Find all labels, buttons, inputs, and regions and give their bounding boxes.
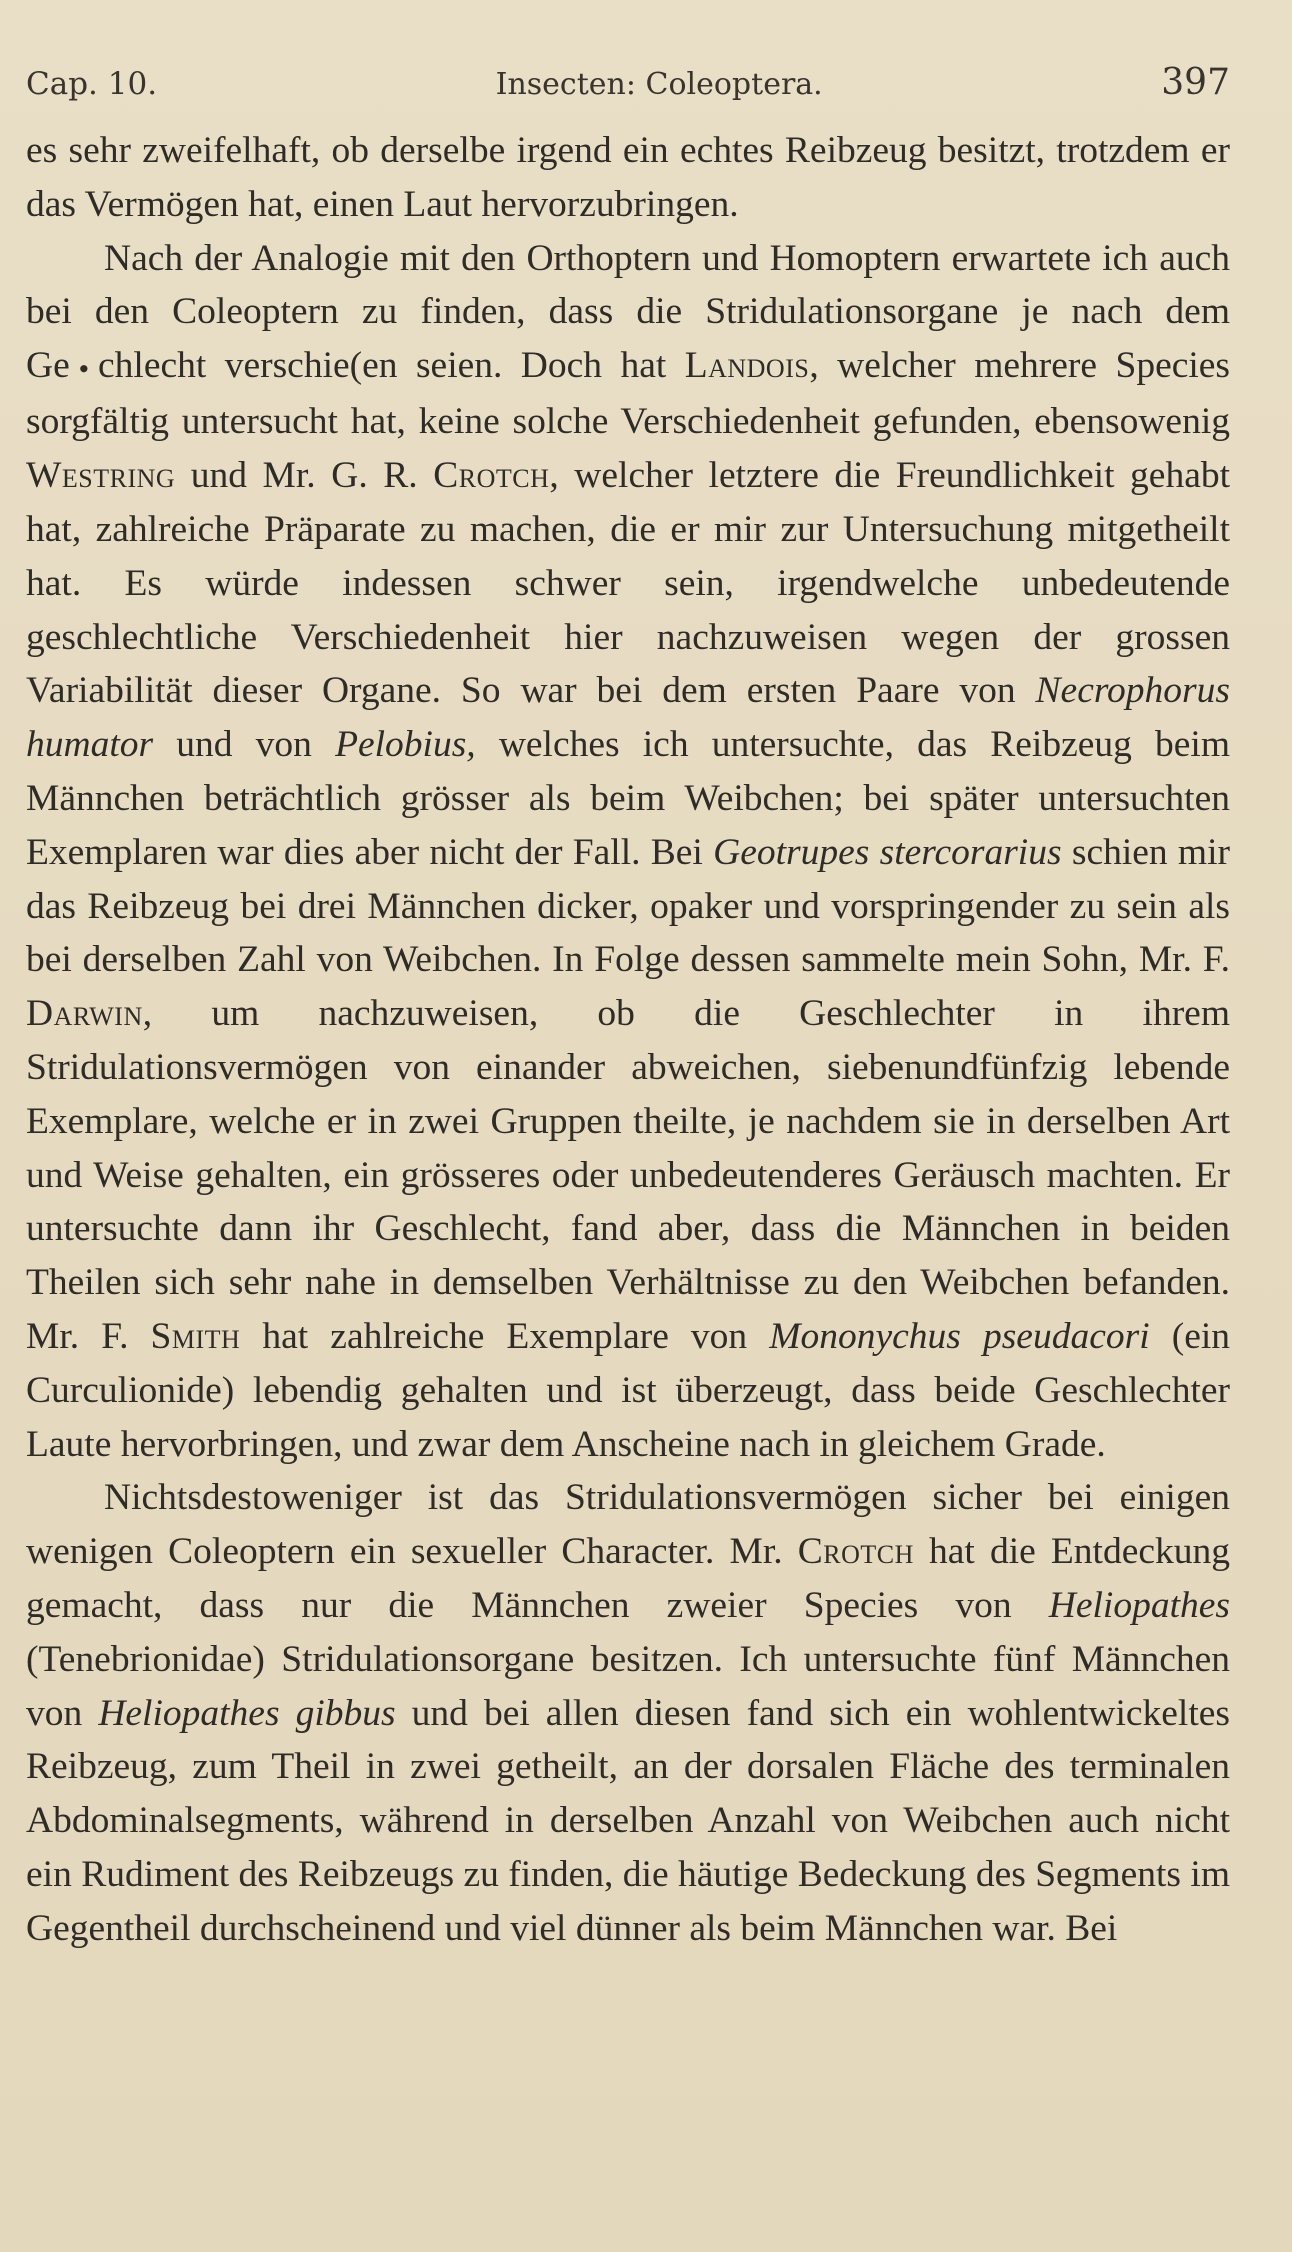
name-smith: Smith bbox=[150, 1316, 241, 1358]
name-westring: Westring bbox=[26, 455, 176, 497]
species-necrophorus: Necrophorus humator bbox=[26, 670, 1230, 766]
text-run: Nach der Analogie mit den Orthoptern und Homoptern erwartete ich auch bei den Coleoptern zu finden, dass die Stridulationsorgane je nach dem Ge bbox=[26, 237, 1230, 387]
text-run: hat die Entdeckung gemacht, dass nur die Männchen zweier Species von bbox=[26, 1531, 1230, 1626]
name-landois: Landois bbox=[684, 345, 810, 387]
chapter-label: Cap. 10. bbox=[26, 66, 158, 102]
text-run: , welcher letztere die Freundlichkeit gehabt hat, zahlreiche Präparate zu machen, die er mir zur Untersuchung mitgetheilt hat. Es würde indessen schwer sein, irgendwelche unbedeutende geschlechtliche Verschiedenheit hier nachzuweisen wegen der grossen Variabilität dieser Organe. So war bei dem ersten Paare von bbox=[26, 455, 1231, 712]
species-pelobius: Pelobius, bbox=[335, 724, 476, 766]
text-run: und bei allen diesen fand sich ein wohlentwickeltes Reibzeug, zum Theil in zwei getheilt, an der dorsalen Fläche des terminalen Abdominalsegments, während in derselben Anzahl von Weibchen auch nicht ein Rudiment des Reibzeugs zu finden, die häutige Bedeckung des Segments im Gegentheil durchscheinend und viel dünner als beim Männchen war. Bei bbox=[26, 1692, 1230, 1949]
text-run: ein grösseres oder unbedeutenderes Geräusch machten. Er untersuchte dann ihr Geschlecht, fand aber, dass die Männchen in beiden Theilen sich sehr nahe in demselben Verhältnisse zu den Weibchen befanden. Mr. F. bbox=[26, 1154, 1230, 1358]
text-run: , um nachzuweisen, ob die Geschlechter in ihrem Stridulationsvermögen von einander abweichen, siebenundfünfzig lebende Exemplare, welche er in zwei Gruppen theilte, je nachdem sie in derselben Art und Weise gehalten bbox=[26, 993, 1230, 1196]
text-run: en seien. Doch hat bbox=[362, 345, 685, 387]
text-run: (ein Curculionide) lebendig gehalten und ist überzeugt, dass beide Geschlechter Laute hervorbringen, und zwar dem Anscheine nach in gleichem Grade. bbox=[26, 1316, 1231, 1465]
paragraph-2 bbox=[26, 232, 1230, 1472]
page-number: 397 bbox=[1161, 62, 1230, 103]
text-run: (Tenebrionidae) Stridulationsorgane besitzen. Ich untersuchte fünf Männchen von bbox=[26, 1638, 1230, 1734]
print-blot: , bbox=[322, 1154, 332, 1196]
species-geotrupes: Geotrupes stercorarius bbox=[713, 831, 1062, 873]
text-run: schien mir das Reibzeug bei drei Männchen dicker, opaker und vorspringender zu sein als bei derselben Zahl von Weibchen. In Folge dessen sammelte mein Sohn, Mr. F. bbox=[26, 831, 1230, 981]
text-run: welches ich untersuchte, das Reibzeug beim Männchen beträchtlich grösser als beim Weibchen; bei später untersuchten Exemplaren war dies aber nicht der Fall. Bei bbox=[26, 724, 1230, 873]
text-run: es sehr zweifelhaft, ob derselbe irgend ein echtes Reibzeug besitzt, trotzdem er das Vermögen hat, einen Laut hervorzubringen. bbox=[26, 130, 1230, 225]
text-run: und Mr. G. R. bbox=[175, 455, 434, 497]
text-run: , welcher mehrere Species sorgfältig untersucht hat, keine solche Verschiedenheit gefunden, ebensowenig bbox=[26, 345, 1231, 443]
print-blot: ● bbox=[69, 358, 99, 378]
paragraph-3 bbox=[26, 1471, 1230, 1955]
paragraph-1 bbox=[26, 124, 1230, 232]
name-darwin: Darwin bbox=[26, 993, 143, 1035]
running-title: Insecten: Coleoptera. bbox=[495, 67, 823, 102]
name-crotch: Crotch bbox=[433, 455, 550, 497]
species-heliopathes-gibbus: Heliopathes gibbus bbox=[98, 1692, 396, 1734]
text-run: hat zahlreiche Exemplare von bbox=[240, 1316, 770, 1358]
text-run: chlecht verschie bbox=[98, 345, 350, 387]
page-body bbox=[26, 124, 1230, 1956]
species-mononychus: Mononychus pseudacori bbox=[769, 1316, 1150, 1358]
print-blot: ( bbox=[349, 345, 363, 387]
text-run: und von bbox=[153, 724, 336, 766]
species-heliopathes: Heliopathes bbox=[1048, 1585, 1230, 1626]
running-header bbox=[26, 62, 1230, 124]
text-run: Nichtsdestoweniger ist das Stridulationsvermögen sicher bei einigen wenigen Coleoptern ein sexueller Character. Mr. bbox=[26, 1477, 1230, 1573]
name-crotch: Crotch bbox=[797, 1531, 914, 1573]
